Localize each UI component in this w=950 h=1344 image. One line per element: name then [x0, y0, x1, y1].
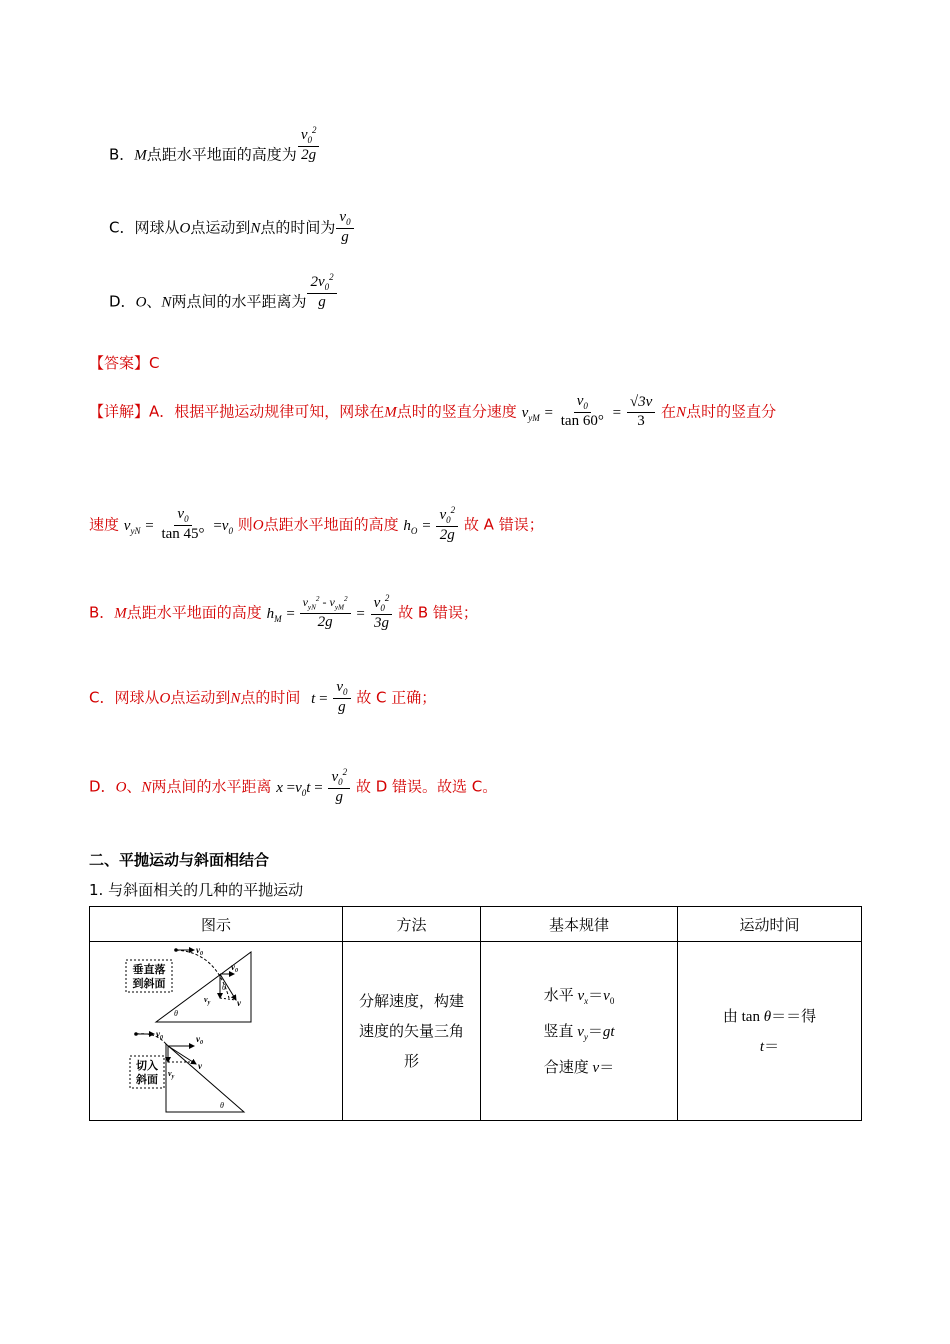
detail-line-a2: [89, 506, 544, 544]
equation-hm: $h_M$ = $\frac{v_{yN}^2 - v_{yM}^2}{2g}$ = $\frac{v_0^2}{3g}$: [267, 604, 399, 622]
table-header-row: [90, 907, 862, 942]
detail-line-d: [89, 768, 497, 806]
detail-c-post: 故 C 正确；: [356, 688, 437, 707]
time-line-2: t＝: [759, 1038, 780, 1055]
rule-vertical: 竖直 $v_y=gt$: [543, 1021, 615, 1042]
method-line: 分解速度，构建: [358, 992, 464, 1010]
svg-text:θ: θ: [220, 1101, 224, 1110]
equation-ho: $h_O$ = $\frac{v_0^2}{2g}$: [403, 516, 463, 534]
header-method: 方法: [343, 907, 481, 942]
var-o: O: [159, 690, 171, 707]
answer-value: C: [149, 354, 160, 372]
detail-d-sep: 、: [126, 777, 142, 796]
equation-vym: $v_{yM}$ = $\frac{v_0}{\tan 60^\circ}$ = $\frac{√3v}{3}$: [522, 403, 661, 421]
svg-text:θ: θ: [222, 983, 226, 992]
detail-a1-post-text: 点时的竖直分: [686, 402, 777, 421]
svg-text:v0: $v_0$: [156, 1029, 163, 1041]
svg-text:v: v: [198, 1061, 202, 1071]
answer-line: [89, 352, 160, 373]
detail-b-text: 点距水平地面的高度: [126, 603, 262, 622]
answer-label: 【答案】: [89, 354, 150, 372]
rule-combined: 合速度 v＝: [543, 1057, 615, 1076]
detail-c-pre: C．网球从: [89, 688, 160, 707]
option-b-label: B．: [109, 145, 135, 164]
rules-table: [89, 906, 862, 1121]
option-c: [109, 210, 355, 246]
detail-c-text: 点的时间: [240, 688, 301, 707]
var-o: O: [135, 294, 147, 311]
svg-text:θ: θ: [174, 1009, 178, 1018]
var-n: N: [250, 220, 261, 237]
detail-d-post: 故 D 错误。故选 C。: [355, 777, 498, 796]
var-m: M: [384, 404, 397, 421]
detail-a2-pre: 速度: [89, 515, 120, 534]
var-n: N: [161, 294, 172, 311]
rule-horizontal: 水平 $v_x=v_0$: [543, 985, 615, 1006]
option-d-text: 两点间的水平距离为: [171, 292, 307, 311]
header-figure: 图示: [90, 907, 343, 942]
section-subheading: 1. 与斜面相关的几种的平抛运动: [89, 881, 304, 899]
option-d-label: D．: [109, 292, 136, 311]
method-line: 形: [403, 1052, 419, 1070]
svg-text:垂直落: 垂直落: [132, 963, 166, 976]
detail-label: 【详解】: [89, 402, 150, 421]
option-b-fraction: $\frac{v_0^2}{2g}$: [298, 126, 320, 164]
svg-text:v0: $v_0$: [196, 1034, 203, 1046]
section-heading: 二、平抛运动与斜面相结合: [89, 851, 270, 869]
header-time: 运动时间: [678, 907, 862, 942]
option-c-label: C．: [109, 218, 135, 237]
option-b-text: 点距水平地面的高度为: [146, 145, 297, 164]
var-o: O: [252, 517, 264, 534]
var-n: N: [230, 690, 241, 707]
option-d-sep: 、: [146, 292, 162, 311]
method-cell: [343, 942, 481, 1121]
svg-text:斜面: 斜面: [136, 1073, 158, 1086]
svg-text:vy: $v_y$: [168, 1069, 175, 1080]
detail-line-c: [89, 680, 436, 716]
svg-text:vy: $v_y$: [204, 995, 211, 1006]
svg-text:到斜面: 到斜面: [132, 977, 166, 990]
svg-text:v: v: [237, 998, 241, 1008]
var-m: M: [114, 605, 127, 622]
incline-2: [166, 1044, 244, 1112]
detail-a1-text: 点时的竖直分速度: [396, 402, 517, 421]
svg-text:v0: $v_0$: [231, 962, 238, 974]
svg-text:v0: $v_0$: [196, 945, 203, 957]
detail-b-post: 故 B 错误；: [398, 603, 478, 622]
option-c-fraction: $\frac{v_0}{g}$: [336, 210, 353, 246]
table-row: [90, 942, 862, 1121]
detail-line-b: [89, 594, 478, 632]
detail-d-pre: D．: [89, 777, 116, 796]
detail-line-a1: [89, 394, 776, 430]
detail-a2-text: 点距水平地面的高度: [263, 515, 399, 534]
detail-a1-post: 在: [661, 402, 677, 421]
detail-d-text: 两点间的水平距离: [151, 777, 272, 796]
equation-t: t = $\frac{v_0}{g}$: [311, 689, 356, 707]
header-rules: 基本规律: [481, 907, 678, 942]
equation-x: $x =v_0t$ = $\frac{v_0^2}{g}$: [276, 778, 356, 796]
var-n: N: [676, 404, 687, 421]
detail-a2-post: 故 A 错误；: [463, 515, 544, 534]
var-m: M: [134, 147, 147, 164]
svg-text:切入: 切入: [136, 1059, 158, 1072]
equation-vyn: $v_{yN}$ = $\frac{v_0}{\tan 45^\circ}$ $=v_0$: [123, 506, 233, 543]
incline-diagram: [116, 944, 316, 1118]
var-o: O: [179, 220, 191, 237]
option-d: [109, 272, 338, 321]
figure-cell: [90, 942, 343, 1121]
option-d-fraction: $\frac{2v_0^2}{g}$: [307, 273, 336, 311]
detail-a1-pre: A．根据平抛运动规律可知，网球在: [149, 402, 385, 421]
incline-1: [156, 952, 251, 1022]
option-c-text: 点的时间为: [260, 218, 336, 237]
rules-cell: [481, 942, 678, 1121]
time-line-1: 由 tan θ＝＝得: [722, 1006, 817, 1025]
option-c-mid: 点运动到: [190, 218, 251, 237]
detail-b-pre: B．: [89, 603, 115, 622]
detail-c-mid: 点运动到: [170, 688, 231, 707]
option-b: [109, 125, 320, 174]
var-n: N: [141, 779, 152, 796]
option-c-pre: 网球从: [134, 218, 180, 237]
var-o: O: [115, 779, 127, 796]
detail-a2-then: 则: [237, 515, 253, 534]
time-cell: [678, 942, 862, 1121]
method-line: 速度的矢量三角: [358, 1022, 464, 1040]
